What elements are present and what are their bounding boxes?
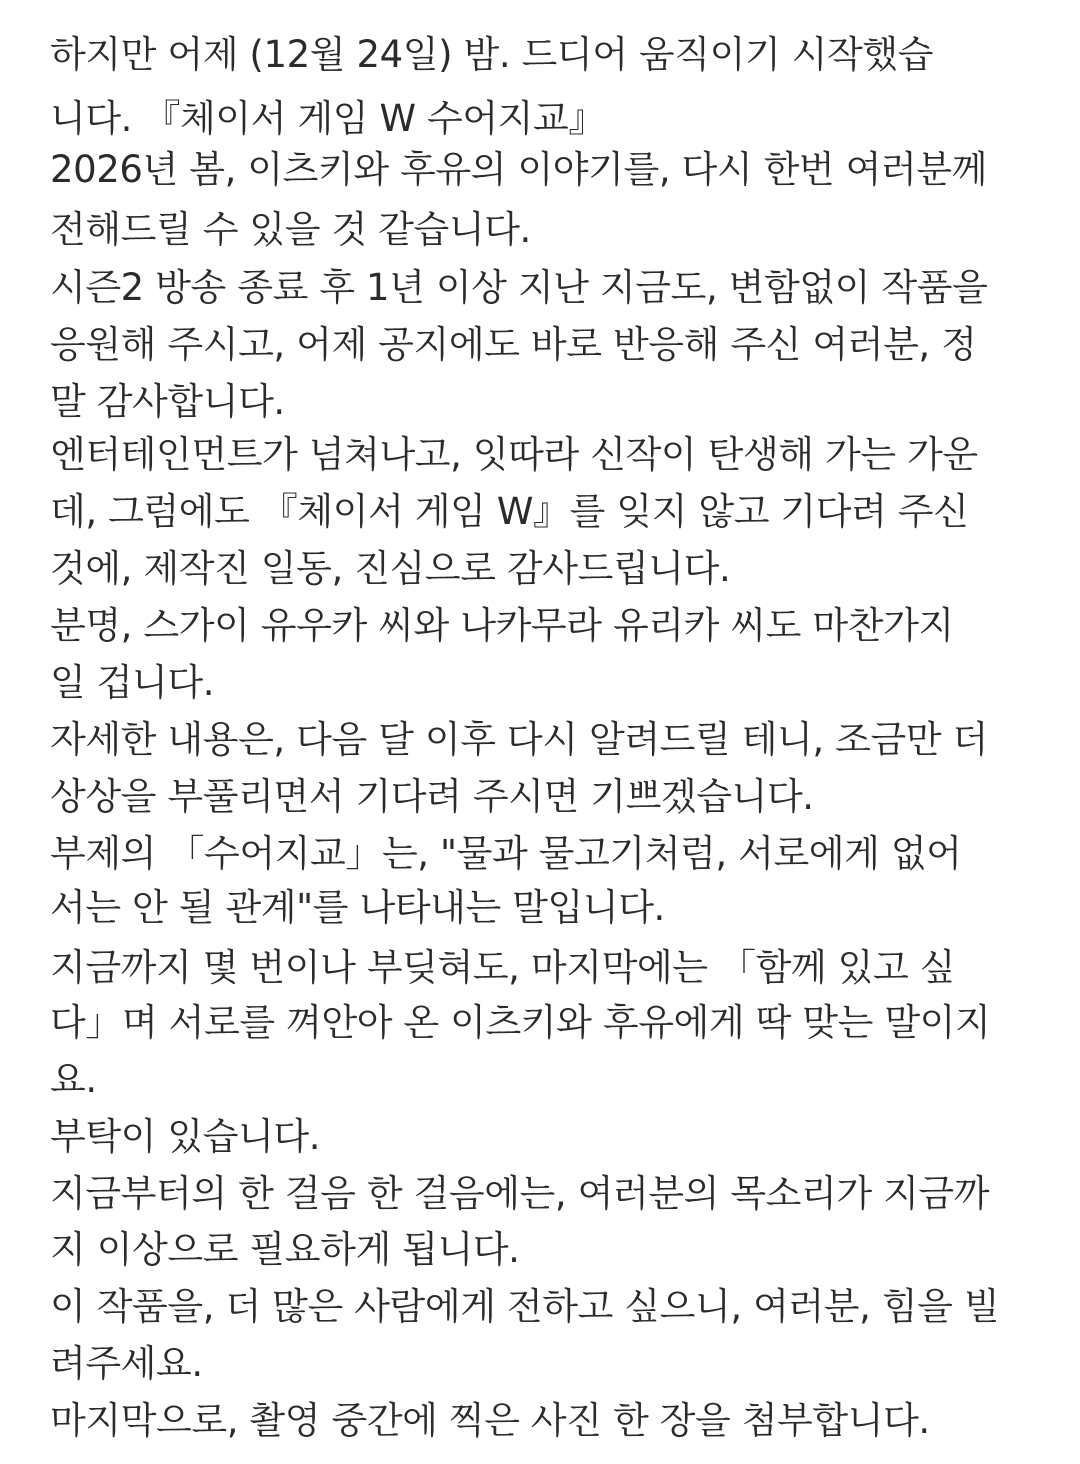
text-line: 마지막으로, 촬영 중간에 찍은 사진 한 장을 첨부합니다. [50, 1399, 930, 1442]
text-line: 지금부터의 한 걸음 한 걸음에는, 여러분의 목소리가 지금까 [50, 1172, 990, 1215]
text-line: 려주세요. [50, 1342, 203, 1385]
text-line: 분명, 스가이 유우카 씨와 나카무라 유리카 씨도 마찬가지 [50, 604, 954, 647]
text-line: 부제의 「수어지교」는, "물과 물고기처럼, 서로에게 없어 [50, 832, 962, 875]
text-line: 지 이상으로 필요하게 됩니다. [50, 1228, 520, 1271]
text-line: 엔터테인먼트가 넘쳐나고, 잇따라 신작이 탄생해 가는 가운 [50, 433, 978, 476]
text-line: 지금까지 몇 번이나 부딪혀도, 마지막에는 「함께 있고 싶 [50, 946, 956, 989]
text-line: 다」며 서로를 껴안아 온 이츠키와 후유에게 딱 맞는 말이지 [50, 1001, 991, 1044]
text-line: 데, 그럼에도 『체이서 게임 W』를 잊지 않고 기다려 주신 [50, 490, 969, 533]
text-line: 전해드릴 수 있을 것 같습니다. [50, 208, 531, 251]
text-line: 상상을 부풀리면서 기다려 주시면 기쁘겠습니다. [50, 775, 814, 818]
text-line: 2026년 봄, 이츠키와 후유의 이야기를, 다시 한번 여러분께 [50, 148, 987, 191]
text-line: 이 작품을, 더 많은 사람에게 전하고 싶으니, 여러분, 힘을 빌 [50, 1285, 1000, 1328]
text-line: 것에, 제작진 일동, 진심으로 감사드립니다. [50, 547, 731, 590]
text-line: 니다. 『체이서 게임 W 수어지교』 [50, 97, 605, 140]
text-line: 응원해 주시고, 어제 공지에도 바로 반응해 주신 여러분, 정 [50, 323, 977, 366]
text-line: 서는 안 될 관계"를 나타내는 말입니다. [50, 886, 665, 929]
text-line: 부탁이 있습니다. [50, 1115, 321, 1158]
text-line: 말 감사합니다. [50, 380, 285, 423]
text-line: 자세한 내용은, 다음 달 이후 다시 알려드릴 테니, 조금만 더 [50, 718, 988, 761]
text-line: 시즌2 방송 종료 후 1년 이상 지난 지금도, 변함없이 작품을 [50, 266, 988, 309]
text-line: 일 겁니다. [50, 661, 215, 704]
text-line: 요. [50, 1058, 97, 1101]
text-line: 하지만 어제 (12월 24일) 밤. 드디어 움직이기 시작했습 [50, 33, 934, 76]
